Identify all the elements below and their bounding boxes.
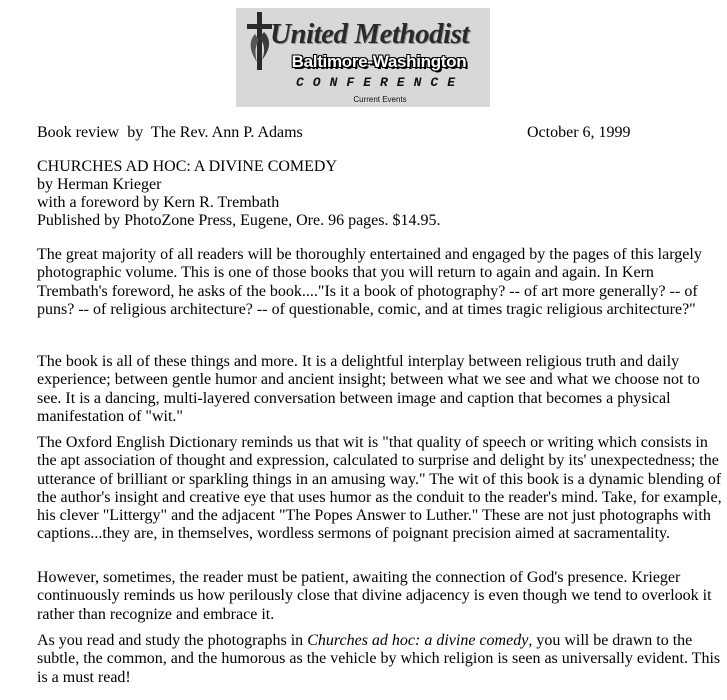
- masthead-conference: CONFERENCE: [295, 75, 464, 90]
- masthead-title: United Methodist: [270, 18, 470, 50]
- book-publisher: Published by PhotoZone Press, Eugene, Ore. 96 pages. $14.95.: [37, 212, 441, 229]
- p5-book-title: Churches ad hoc: a divine comedy: [307, 632, 529, 649]
- review-date: October 6, 1999: [527, 124, 631, 141]
- review-paragraph-2: The book is all of these things and more. It is a delightful interplay between religious truth and daily experience; between gentle humor and ancient insight; between what we see and what we choose not to see. It is a dancing, multi-layered conversation between image and caption that becomes a physical manifestation of "wit.": [37, 353, 700, 425]
- review-paragraph-5: [37, 632, 723, 687]
- book-author: by Herman Krieger: [37, 176, 162, 193]
- review-paragraph-3: The Oxford English Dictionary reminds us that wit is "that quality of speech or writing which consists in the apt association of thought and expression, calculated to surprise and delight by its' unexpectedness; the utterance of brilliant or sparkling things in an amusing way." The wit of this book is a dynamic blending of the author's insight and creative eye that uses humor as the conduit to the reader's mind. Take, for example, his clever "Littergy" and the adjacent "The Popes Answer to Luther." These are not just photographs with captions...they are, in themselves, wordless sermons of poignant precision aimed at sacramentality.: [37, 434, 722, 543]
- p5-text-after: , you will be drawn to the subtle, the common, and the humorous as the vehicle by which religion is seen as universally evident. This is a must read!: [37, 632, 721, 686]
- review-paragraph-1: The great majority of all readers will be thoroughly entertained and engaged by the pages of this largely photographic volume. This is one of those books that you will return to again and again. In Kern Trembath's foreword, he asks of the book...."Is it a book of photography? -- of art more generally? -- of puns? -- of religious architecture? -- of questionable, comic, and at times tragic religious architecture?": [37, 246, 702, 318]
- masthead-section: Current Events: [353, 95, 407, 104]
- book-foreword: with a foreword by Kern R. Trembath: [37, 194, 280, 211]
- masthead-subtitle: Baltimore-Washington: [291, 52, 467, 71]
- review-paragraph-4: However, sometimes, the reader must be patient, awaiting the connection of God's presence. Krieger continuously reminds us how perilously close that divine adjacency is even though we tend to overlook it rather than recognize and embrace it.: [37, 569, 712, 623]
- masthead-logo: [236, 8, 490, 107]
- book-info: [37, 158, 441, 230]
- byline: Book review by The Rev. Ann P. Adams: [37, 124, 303, 141]
- book-title: CHURCHES AD HOC: A DIVINE COMEDY: [37, 158, 338, 175]
- p5-text-before: As you read and study the photographs in: [37, 632, 308, 649]
